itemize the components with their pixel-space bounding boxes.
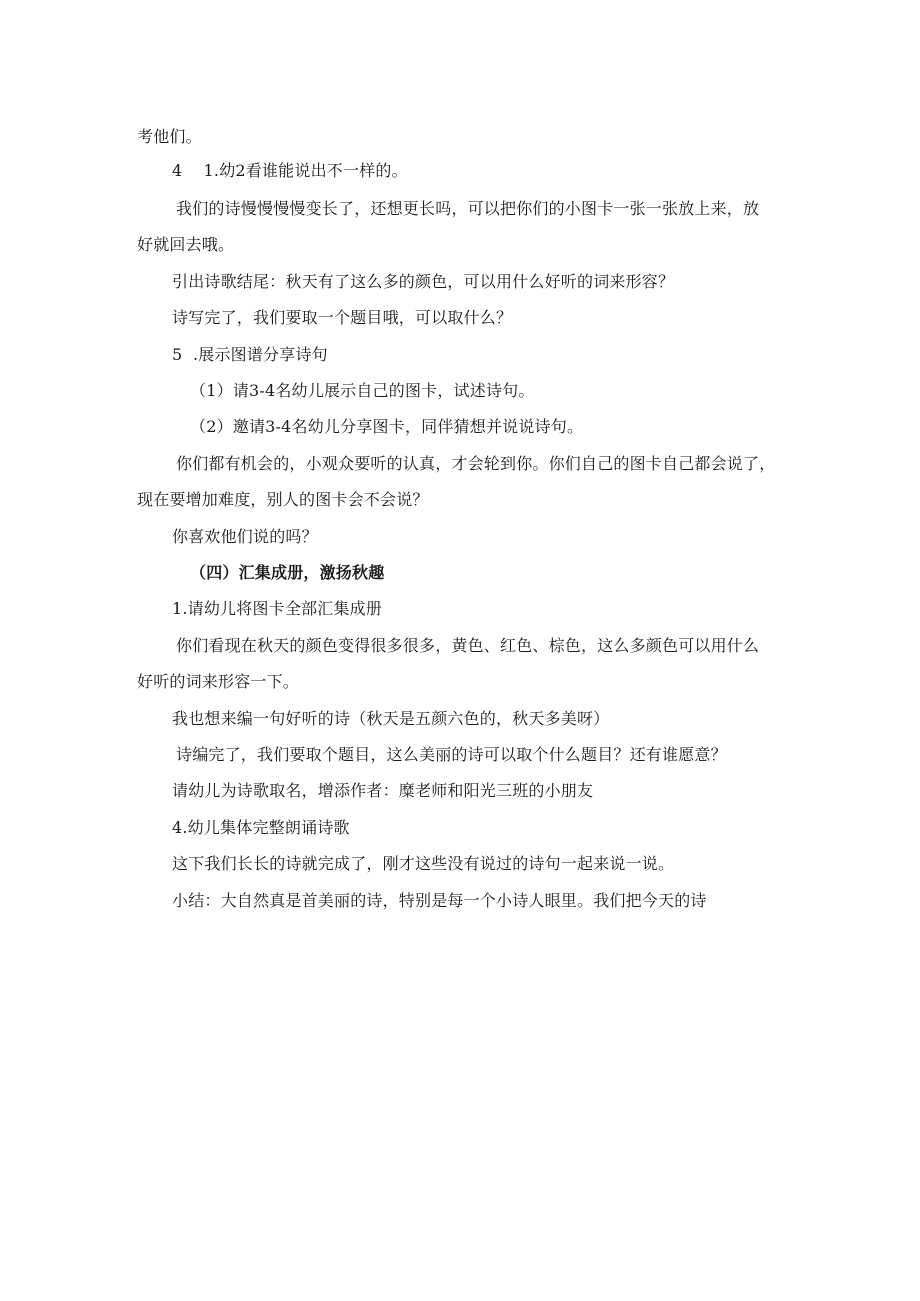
text-line-17: 我也想来编一句好听的诗（秋天是五颜六色的，秋天多美呀） bbox=[172, 709, 610, 728]
text-line-12: 你喜欢他们说的吗？ bbox=[172, 527, 318, 546]
text-line-9: （2）邀请3-4名幼儿分享图卡，同伴猜想并说说诗句。 bbox=[190, 417, 584, 436]
text-line-8: （1）请3-4名幼儿展示自己的图卡，试述诗句。 bbox=[190, 381, 535, 400]
text-line-4: 好就回去哦。 bbox=[137, 235, 235, 254]
text-line-1: 考他们。 bbox=[137, 127, 202, 146]
text-line-10: 你们都有机会的，小观众要听的认真，才会轮到你。你们自己的图卡自己都会说了， bbox=[176, 454, 776, 473]
text-line-19: 请幼儿为诗歌取名，增添作者：糜老师和阳光三班的小朋友 bbox=[172, 781, 594, 800]
text-line-18: 诗编完了，我们要取个题目，这么美丽的诗可以取个什么题目？还有谁愿意？ bbox=[176, 745, 727, 764]
text-line-6: 诗写完了，我们要取一个题目哦，可以取什么？ bbox=[172, 308, 513, 327]
text-line-21: 这下我们长长的诗就完成了，刚才这些没有说过的诗句一起来说一说。 bbox=[172, 854, 675, 873]
text-line-2: 4 1.幼2看谁能说出不一样的。 bbox=[172, 161, 408, 180]
text-line-15: 你们看现在秋天的颜色变得很多很多，黄色、红色、棕色，这么多颜色可以用什么 bbox=[176, 636, 760, 655]
text-line-5: 引出诗歌结尾：秋天有了这么多的颜色，可以用什么好听的词来形容？ bbox=[172, 272, 675, 291]
text-line-14: 1.请幼儿将图卡全部汇集成册 bbox=[172, 599, 383, 618]
section-heading-5: 5 .展示图谱分享诗句 bbox=[172, 345, 328, 364]
text-line-11: 现在要增加难度，别人的图卡会不会说？ bbox=[137, 490, 429, 509]
text-line-22: 小结：大自然真是首美丽的诗，特别是每一个小诗人眼里。我们把今天的诗 bbox=[172, 891, 707, 910]
text-line-3: 我们的诗慢慢慢慢变长了，还想更长吗，可以把你们的小图卡一张一张放上来，放 bbox=[176, 199, 760, 218]
text-line-20: 4.幼儿集体完整朗诵诗歌 bbox=[172, 818, 350, 837]
text-line-16: 好听的词来形容一下。 bbox=[137, 672, 300, 691]
section-heading-4: （四）汇集成册，激扬秋趣 bbox=[190, 563, 385, 582]
